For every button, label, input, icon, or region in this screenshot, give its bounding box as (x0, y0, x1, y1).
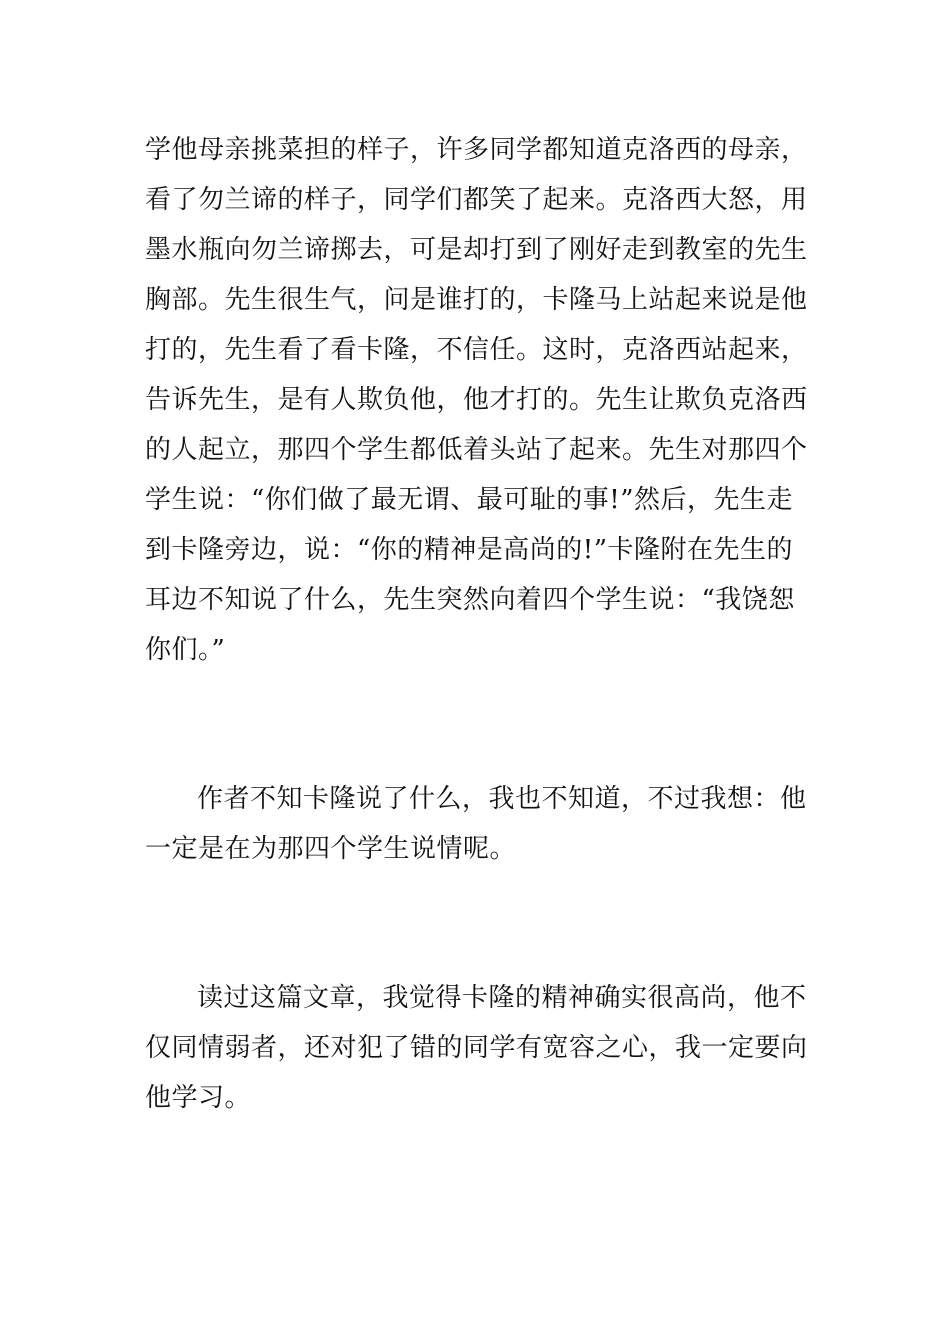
text-line: 墨水瓶向勿兰谛掷去，可是却打到了刚好走到教室的先生 (145, 235, 808, 265)
text-line: 耳边不知说了什么，先生突然向着四个学生说：“我饶恕 (145, 585, 795, 615)
text-line: 你们。” (145, 635, 226, 665)
text-line: 胸部。先生很生气，问是谁打的，卡隆马上站起来说是他 (145, 285, 808, 315)
text-line: 的人起立，那四个学生都低着头站了起来。先生对那四个 (145, 435, 808, 465)
text-line: 打的，先生看了看卡隆，不信任。这时，克洛西站起来， (145, 335, 808, 365)
text-line: 学生说：“你们做了最无谓、最可耻的事!”然后，先生走 (145, 485, 794, 515)
text-line: 一定是在为那四个学生说情呢。 (145, 834, 517, 864)
text-line: 读过这篇文章，我觉得卡隆的精神确实很高尚，他不 (197, 983, 807, 1013)
text-line: 到卡隆旁边，说：“你的精神是高尚的!”卡隆附在先生的 (145, 535, 794, 565)
text-line: 学他母亲挑菜担的样子，许多同学都知道克洛西的母亲， (145, 135, 808, 165)
text-line: 作者不知卡隆说了什么，我也不知道，不过我想：他 (197, 784, 807, 814)
text-line: 他学习。 (145, 1083, 252, 1113)
text-line: 仅同情弱者，还对犯了错的同学有宽容之心，我一定要向 (145, 1033, 808, 1063)
text-line: 看了勿兰谛的样子，同学们都笑了起来。克洛西大怒，用 (145, 185, 808, 215)
text-line: 告诉先生，是有人欺负他，他才打的。先生让欺负克洛西 (145, 385, 808, 415)
